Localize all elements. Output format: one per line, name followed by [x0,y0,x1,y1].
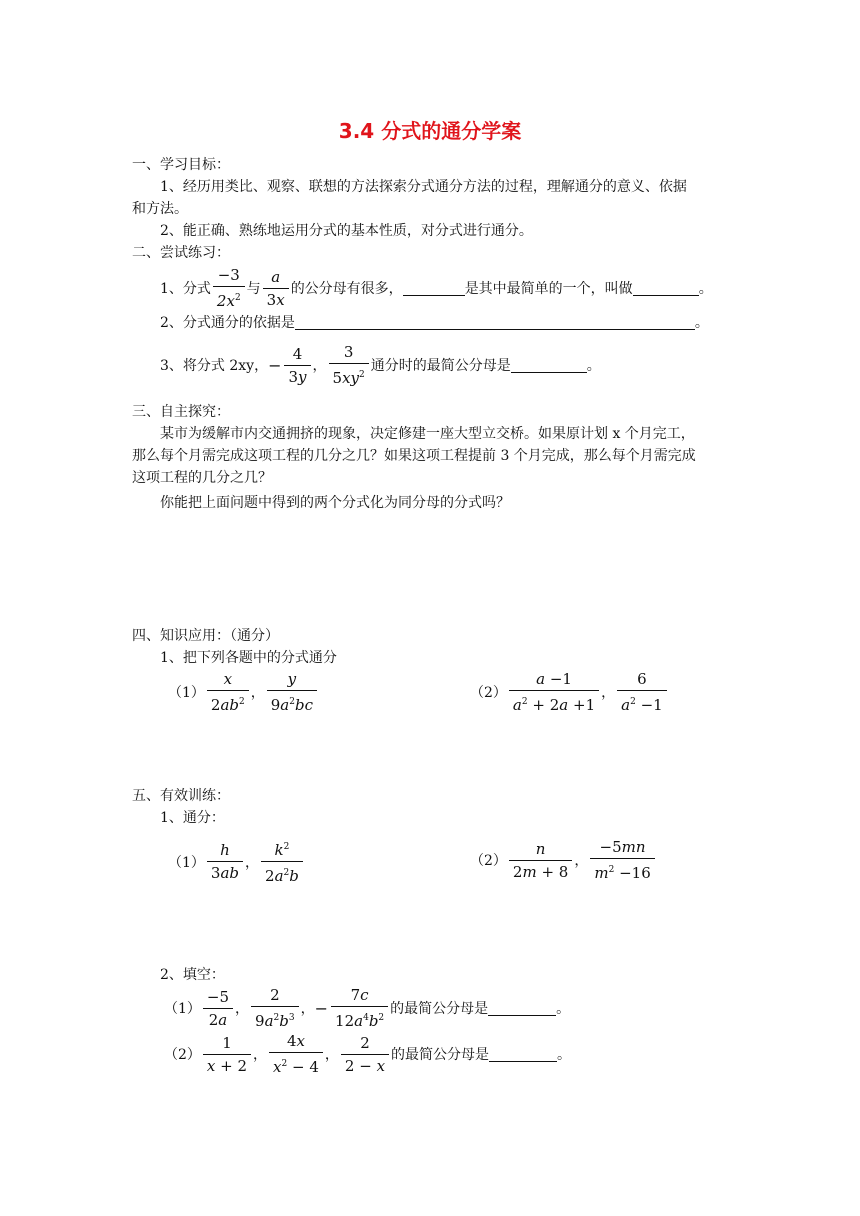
q3-end: 。 [586,358,601,374]
fraction-1-over-x-plus-2: $\frac{1}{x + 2}$ [203,1032,251,1077]
section-2-heading: 二、尝试练习： [132,245,230,261]
problem-line-3: 这项工程的几分之几？ [132,470,272,486]
period: 。 [557,1047,572,1063]
problem-line-2: 那么每个月需完成这项工程的几分之几？如果这项工程提前 3 个月完成，那么每个月需完成 [132,448,696,464]
section-1-heading: 一、学习目标： [132,157,230,173]
fraction-neg5-over-2a: $\frac{-5}{2a}$ [203,986,233,1031]
item-label: （1） [168,854,205,871]
fraction-y-over-9a2bc: $\frac{y}{9a^2bc}$ [267,668,317,716]
fraction-7c-over-12a4b2: $\frac{7c}{12a^4b^2}$ [331,984,388,1032]
answer-blank-4[interactable] [511,358,587,373]
q1-middle-2: 是其中最简单的一个，叫做 [464,281,633,297]
fraction-a-minus-1-over-quadratic: $\frac{a -1}{a^2 + 2a +1}$ [509,668,599,716]
fraction-x-over-2ab2: $\frac{x}{2ab^2}$ [207,668,249,716]
fraction-neg5mn-over-m2-minus-16: $\frac{-5mn}{m^2 -16}$ [590,836,654,884]
q3-prefix: 3、将分式 2xy， [160,358,269,374]
fill-1-text: 的最简公分母是 [390,1001,489,1017]
fill-item-1: （1） $\frac{-5}{2a}$ ， $\frac{2}{9a^2b^3}$ ， − $\frac{7c}{12a^4b^2}$ 的最简公分母是 。 [164,986,571,1030]
item-label: （2） [470,853,507,869]
goal-1-line-2: 和方法。 [132,201,188,217]
period: 。 [556,1001,571,1017]
training-question-1: 1、通分： [160,810,225,826]
answer-blank-5[interactable] [488,1001,556,1016]
section-4-heading: 四、知识应用：（通分） [132,628,279,644]
fraction-2-over-2-minus-x: $\frac{2}{2 - x}$ [341,1032,389,1077]
answer-blank-1[interactable] [403,281,465,296]
fraction-4-over-3y: $\frac{4}{3y}$ [284,343,310,388]
section-5-heading: 五、有效训练： [132,788,230,804]
section-3-heading: 三、自主探究： [132,404,230,420]
apply-question-1: 1、把下列各题中的分式通分 [160,650,337,666]
item-label: （2） [164,1047,201,1063]
fraction-4x-over-x2-minus-4: $\frac{4x}{x^2 - 4}$ [269,1030,323,1078]
fraction-2-over-9a2b3: $\frac{2}{9a^2b^3}$ [251,984,299,1032]
answer-blank-2[interactable] [633,281,699,296]
training-item-2: （2） $\frac{n}{2m + 8}$ ， $\frac{-5mn}{m^2 -16}$ [470,836,657,884]
q1-middle: 的公分母有很多， [290,281,403,297]
practice-question-1 [160,264,713,312]
practice-question-2 [160,312,709,332]
item-label: （1） [164,1001,201,1017]
apply-item-2: （2） $\frac{a -1}{a^2 + 2a +1}$ ， $\frac{6}{a^2 -1}$ [470,668,669,716]
answer-blank-6[interactable] [489,1047,557,1062]
apply-item-1: （1） $\frac{x}{2ab^2}$ ， $\frac{y}{9a^2bc}$ [168,668,319,716]
problem-question: 你能把上面问题中得到的两个分式化为同分母的分式吗？ [160,495,510,511]
goal-1-line-1: 1、经历用类比、观察、联想的方法探索分式通分方法的过程，理解通分的意义、依据 [160,179,687,195]
training-item-1: （1） $\frac{h}{3ab}$ ， $\frac{k^2}{2a^2b}$ [168,836,305,887]
fill-2-text: 的最简公分母是 [391,1047,490,1063]
q3-middle: 通分时的最简公分母是 [370,358,511,374]
training-question-2: 2、填空： [160,967,225,983]
fraction-k2-over-2a2b: $\frac{k^2}{2a^2b}$ [261,836,303,887]
item-label: （2） [470,685,507,701]
item-label: （1） [168,685,205,701]
minus-sign: − [268,355,282,375]
fill-item-2: （2） $\frac{1}{x + 2}$ ， $\frac{4x}{x^2 - 4}$ ， $\frac{2}{2 - x}$ 的最简公分母是 。 [164,1032,572,1076]
practice-question-3 [160,341,601,389]
q2-end: 。 [694,315,709,331]
fraction-6-over-a2-minus-1: $\frac{6}{a^2 -1}$ [617,668,667,716]
problem-line-1: 某市为缓解市内交通拥挤的现象，决定修建一座大型立交桥。如果原计划 x 个月完工， [160,426,695,442]
fraction-neg3-over-2x2: $\frac{-3}{2x^2}$ [213,264,245,312]
answer-blank-3[interactable] [295,315,695,330]
goal-2: 2、能正确、熟练地运用分式的基本性质，对分式进行通分。 [160,223,533,239]
q2-prefix: 2、分式通分的依据是 [160,315,295,331]
fraction-3-over-5xy2: $\frac{3}{5xy^2}$ [329,341,369,389]
comma: ， [312,358,327,374]
fraction-h-over-3ab: $\frac{h}{3ab}$ [207,839,243,884]
q1-and: 与 [246,281,261,297]
q1-end: 。 [698,281,713,297]
q1-prefix: 1、分式 [160,281,211,297]
fraction-a-over-3x: $\frac{a}{3x}$ [263,266,289,311]
fraction-n-over-2m-plus-8: $\frac{n}{2m + 8}$ [509,838,572,883]
page-title: 3.4 分式的通分学案 [338,119,522,143]
